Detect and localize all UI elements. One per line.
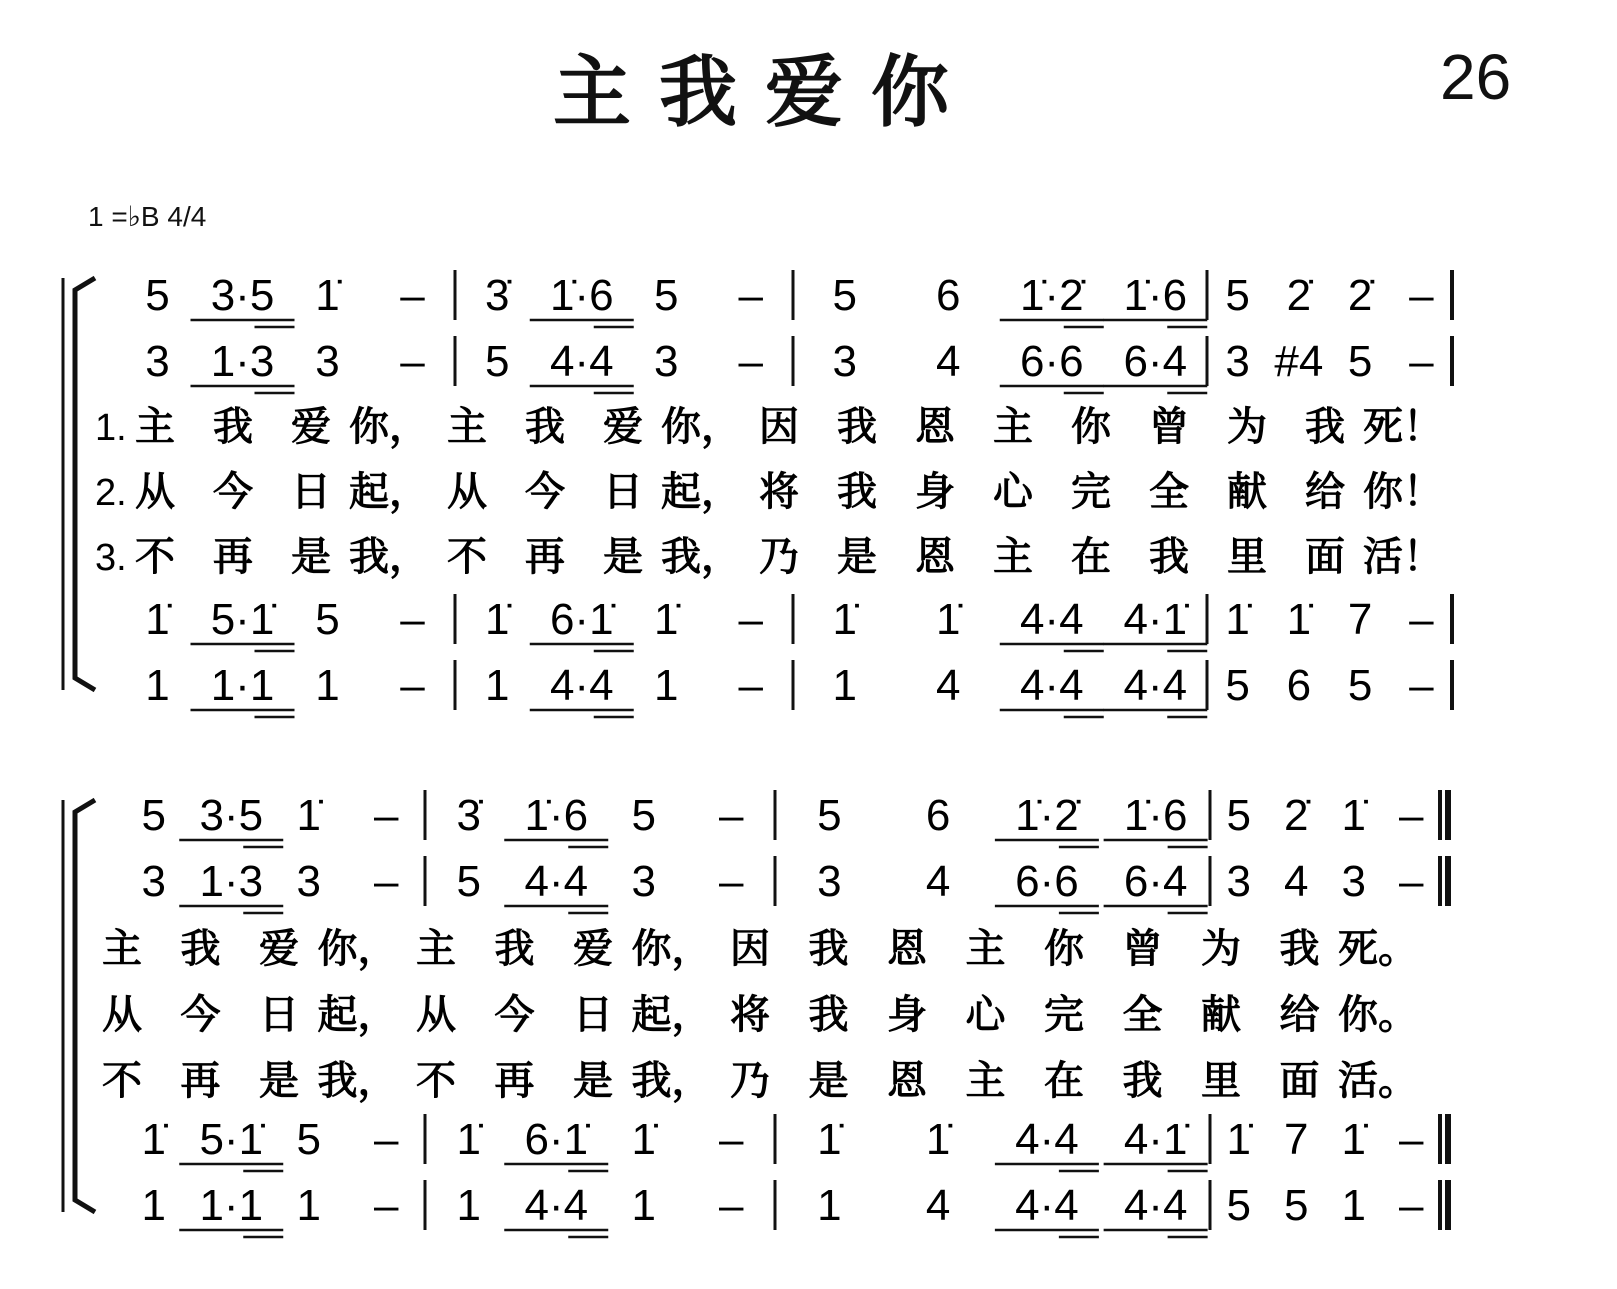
note: 1̇·6 <box>549 271 614 320</box>
note: 5 <box>141 791 166 840</box>
note: 6 <box>1286 661 1312 710</box>
lyric-char: 主 <box>993 403 1033 450</box>
note: 5 <box>631 791 656 840</box>
note-dash: – <box>1409 337 1434 386</box>
note: 4·4 <box>1015 1181 1079 1230</box>
note: 1 <box>832 661 857 710</box>
note: 5 <box>1225 661 1250 710</box>
note: 1 <box>1341 1181 1366 1230</box>
lyric-char: 是 <box>837 533 877 580</box>
lyric-char: 你 <box>1071 403 1111 450</box>
lyric-char: 今 <box>213 468 253 515</box>
lyric-char: 曾 <box>1122 925 1163 972</box>
lyric-char: 里 <box>1201 1057 1241 1104</box>
note-dash: – <box>1409 661 1434 710</box>
note: 4·4 <box>1015 1115 1079 1164</box>
lyric-char: 我 <box>808 925 849 972</box>
lyric-char: 是 <box>603 533 643 580</box>
lyric-char: 心 <box>993 468 1033 515</box>
lyric-char: 为 <box>1227 403 1267 450</box>
note: 6·6 <box>1015 857 1079 906</box>
note: 6·1̇ <box>549 595 614 644</box>
lyric-char: 为 <box>1201 925 1241 972</box>
verse-number: 2. <box>95 472 127 514</box>
note: 1̇ <box>145 595 170 644</box>
note: 5 <box>1226 791 1251 840</box>
note: 5 <box>315 595 340 644</box>
lyric-char: 起， <box>317 991 398 1038</box>
lyric-char: 再 <box>180 1057 221 1104</box>
lyric-char: 不 <box>102 1057 142 1104</box>
lyric-char: 从 <box>416 991 456 1038</box>
lyric-char: 我 <box>837 468 877 515</box>
note: 4·4 <box>1019 595 1084 644</box>
lyric-char: 不 <box>416 1057 456 1104</box>
lyric-char: 今 <box>494 991 535 1038</box>
note: 7 <box>1284 1115 1309 1164</box>
lyric-char: 你。 <box>1338 991 1418 1038</box>
note: 1 <box>817 1181 842 1230</box>
lyric-char: 里 <box>1227 533 1267 580</box>
lyric-char: 活！ <box>1363 533 1443 580</box>
lyric-char: 爱 <box>259 925 299 972</box>
note-dash: – <box>374 791 399 840</box>
note: 3 <box>631 857 656 906</box>
lyric-char: 从 <box>102 991 142 1038</box>
lyric-char: 主 <box>965 925 1006 972</box>
note: 1̇·2̇ <box>1019 271 1084 320</box>
lyric-char: 我 <box>494 925 535 972</box>
note: 1̇ <box>654 595 679 644</box>
note: 1·1 <box>210 661 275 710</box>
note-dash: – <box>374 1181 399 1230</box>
note-dash: – <box>738 337 763 386</box>
note: 1̇ <box>315 271 340 320</box>
lyric-char: 日 <box>603 468 643 515</box>
lyric-char: 身 <box>915 468 955 515</box>
note: 6·4 <box>1123 337 1188 386</box>
lyric-char: 主 <box>965 1057 1006 1104</box>
note: 2̇ <box>1284 791 1309 840</box>
note: 3̇ <box>485 271 510 320</box>
lyric-char: 我， <box>349 533 429 580</box>
note: 5 <box>485 337 510 386</box>
lyric-char: 主 <box>102 925 142 972</box>
lyric-char: 曾 <box>1149 403 1189 450</box>
note: 5 <box>456 857 481 906</box>
lyric-char: 我 <box>808 991 849 1038</box>
note: 1̇ <box>1341 1115 1366 1164</box>
note: 1 <box>631 1181 656 1230</box>
note: 4·4 <box>549 337 614 386</box>
note: 1·3 <box>210 337 275 386</box>
note: 5 <box>654 271 679 320</box>
lyric-char: 死。 <box>1338 925 1418 972</box>
lyric-char: 从 <box>135 468 175 515</box>
lyric-char: 起， <box>661 468 741 515</box>
lyric-char: 将 <box>730 991 770 1038</box>
lyric-char: 因 <box>730 925 770 972</box>
note: 3·5 <box>210 271 275 320</box>
lyric-char: 我， <box>631 1057 712 1104</box>
note: 5 <box>1347 337 1373 386</box>
note: 4 <box>936 337 961 386</box>
lyric-char: 是 <box>291 533 331 580</box>
lyric-char: 我 <box>525 403 565 450</box>
note: 1 <box>456 1181 481 1230</box>
note: 1 <box>315 661 340 710</box>
lyric-char: 乃 <box>759 533 799 580</box>
note-dash: – <box>1399 857 1424 906</box>
lyric-char: 在 <box>1044 1057 1084 1104</box>
lyric-char: 从 <box>447 468 487 515</box>
lyric-char: 日 <box>291 468 331 515</box>
lyric-char: 你， <box>661 403 741 450</box>
lyric-char: 全 <box>1122 991 1163 1038</box>
note: 1̇·2̇ <box>1015 791 1079 840</box>
lyric-char: 主 <box>135 403 175 450</box>
note: 1 <box>145 661 170 710</box>
note-dash: – <box>1399 1181 1424 1230</box>
note: 1̇ <box>456 1115 481 1164</box>
note-dash: – <box>400 337 425 386</box>
note: 1 <box>485 661 510 710</box>
note: 6·1̇ <box>524 1115 589 1164</box>
note: 6 <box>936 271 961 320</box>
note: 4 <box>925 857 951 906</box>
note-dash: – <box>1399 1115 1424 1164</box>
note-dash: – <box>1399 791 1424 840</box>
note-dash: – <box>719 857 744 906</box>
note: 2̇ <box>1286 271 1312 320</box>
system-2-bracket <box>75 800 95 1212</box>
note: 3 <box>654 337 679 386</box>
lyric-char: 主 <box>416 925 456 972</box>
note: 1̇ <box>141 1115 166 1164</box>
note-dash: – <box>1409 271 1434 320</box>
note: 4·4 <box>524 1181 589 1230</box>
note: 3 <box>296 857 321 906</box>
note-dash: – <box>738 271 763 320</box>
lyric-char: 身 <box>887 991 927 1038</box>
lyric-char: 心 <box>965 991 1006 1038</box>
lyric-char: 你， <box>349 403 429 450</box>
note: #4 <box>1274 337 1324 386</box>
lyric-char: 全 <box>1149 468 1189 515</box>
note: 1̇ <box>1226 1115 1251 1164</box>
lyric-char: 今 <box>180 991 221 1038</box>
lyric-char: 给 <box>1305 468 1345 515</box>
note: 5·1̇ <box>210 595 275 644</box>
note: 1̇·6 <box>1123 271 1188 320</box>
lyric-char: 我 <box>837 403 877 450</box>
note: 1̇ <box>485 595 510 644</box>
lyric-char: 我 <box>1122 1057 1163 1104</box>
note: 6 <box>925 791 951 840</box>
note: 1̇ <box>296 791 321 840</box>
note-dash: – <box>719 791 744 840</box>
note: 5 <box>817 791 842 840</box>
lyric-char: 你 <box>1044 925 1084 972</box>
note: 1·3 <box>199 857 264 906</box>
note: 3 <box>141 857 166 906</box>
note: 1̇ <box>1341 791 1366 840</box>
note: 4·4 <box>1019 661 1084 710</box>
note: 3̇ <box>456 791 481 840</box>
lyric-char: 主 <box>447 403 487 450</box>
note: 4·4 <box>1123 661 1188 710</box>
lyric-char: 恩 <box>915 533 955 580</box>
note: 1̇ <box>936 595 961 644</box>
note: 1̇ <box>1225 595 1250 644</box>
note: 4 <box>936 661 961 710</box>
note: 7 <box>1347 595 1373 644</box>
note-dash: – <box>1409 595 1434 644</box>
lyric-char: 死！ <box>1363 403 1443 450</box>
lyric-char: 你！ <box>1363 468 1443 515</box>
lyric-char: 再 <box>494 1057 535 1104</box>
verse-number: 1. <box>95 407 127 449</box>
hymn-number: 26 <box>1440 41 1512 113</box>
note: 4·4 <box>549 661 614 710</box>
note: 2̇ <box>1347 271 1373 320</box>
note: 5·1̇ <box>199 1115 264 1164</box>
note: 3 <box>1341 857 1366 906</box>
lyric-char: 主 <box>993 533 1033 580</box>
lyric-char: 面 <box>1279 1057 1320 1104</box>
lyric-char: 我， <box>661 533 741 580</box>
note: 1·1 <box>199 1181 264 1230</box>
lyric-char: 我 <box>1279 925 1320 972</box>
lyric-char: 是 <box>259 1057 299 1104</box>
lyric-char: 爱 <box>573 925 613 972</box>
note-dash: – <box>719 1181 744 1230</box>
lyric-char: 你， <box>631 925 712 972</box>
lyric-char: 我 <box>1305 403 1345 450</box>
note-dash: – <box>374 1115 399 1164</box>
note-dash: – <box>719 1115 744 1164</box>
lyric-char: 爱 <box>603 403 643 450</box>
note: 1̇ <box>925 1115 951 1164</box>
lyric-char: 我 <box>213 403 253 450</box>
lyric-char: 因 <box>759 403 799 450</box>
note-dash: – <box>400 661 425 710</box>
note: 3 <box>832 337 857 386</box>
note: 3 <box>1226 857 1251 906</box>
lyric-char: 给 <box>1279 991 1320 1038</box>
lyric-char: 是 <box>573 1057 613 1104</box>
note: 1 <box>296 1181 321 1230</box>
lyric-char: 今 <box>525 468 565 515</box>
note: 4·1̇ <box>1123 595 1188 644</box>
lyric-char: 我， <box>317 1057 398 1104</box>
verse-number: 3. <box>95 537 127 579</box>
lyric-char: 再 <box>213 533 253 580</box>
lyric-char: 献 <box>1201 991 1241 1038</box>
note: 4 <box>925 1181 951 1230</box>
lyric-char: 我 <box>180 925 221 972</box>
lyric-char: 再 <box>525 533 565 580</box>
note: 4·4 <box>524 857 589 906</box>
note: 3 <box>145 337 170 386</box>
lyric-char: 日 <box>573 991 613 1038</box>
note: 1̇ <box>1286 595 1312 644</box>
lyric-char: 恩 <box>887 925 927 972</box>
note: 5 <box>1225 271 1250 320</box>
lyric-char: 在 <box>1071 533 1111 580</box>
lyric-char: 不 <box>135 533 175 580</box>
note: 5 <box>1347 661 1373 710</box>
lyric-char: 将 <box>759 468 799 515</box>
note: 3 <box>1225 337 1250 386</box>
note: 5 <box>832 271 857 320</box>
note: 4 <box>1284 857 1309 906</box>
hymn-title: 主我爱你 <box>552 47 977 138</box>
key-signature: 1 =♭B 4/4 <box>88 201 207 232</box>
note-dash: – <box>374 857 399 906</box>
lyric-char: 献 <box>1227 468 1267 515</box>
note: 3 <box>817 857 842 906</box>
note: 3·5 <box>199 791 264 840</box>
lyric-char: 完 <box>1071 468 1111 515</box>
lyric-char: 乃 <box>730 1057 770 1104</box>
note: 5 <box>1226 1181 1251 1230</box>
note: 4·4 <box>1123 1181 1188 1230</box>
lyric-char: 起， <box>349 468 429 515</box>
note: 1 <box>654 661 679 710</box>
note: 5 <box>296 1115 321 1164</box>
lyric-char: 恩 <box>915 403 955 450</box>
lyric-char: 活。 <box>1338 1057 1418 1104</box>
lyric-char: 完 <box>1044 991 1084 1038</box>
lyric-char: 日 <box>259 991 299 1038</box>
note: 1 <box>141 1181 166 1230</box>
lyric-char: 我 <box>1149 533 1189 580</box>
note: 1̇ <box>832 595 857 644</box>
lyric-char: 是 <box>808 1057 849 1104</box>
note: 6·4 <box>1123 857 1188 906</box>
lyric-char: 起， <box>631 991 712 1038</box>
note-dash: – <box>400 271 425 320</box>
note: 1̇·6 <box>524 791 589 840</box>
lyric-char: 爱 <box>291 403 331 450</box>
lyric-char: 不 <box>447 533 487 580</box>
note: 4·1̇ <box>1123 1115 1188 1164</box>
note-dash: – <box>400 595 425 644</box>
lyric-char: 恩 <box>887 1057 927 1104</box>
note: 6·6 <box>1019 337 1084 386</box>
note-dash: – <box>738 595 763 644</box>
note-dash: – <box>738 661 763 710</box>
lyric-char: 面 <box>1305 533 1345 580</box>
lyric-char: 你， <box>317 925 398 972</box>
note: 1̇ <box>631 1115 656 1164</box>
note: 5 <box>145 271 170 320</box>
system-1-bracket <box>75 278 95 690</box>
note: 3 <box>315 337 340 386</box>
note: 5 <box>1284 1181 1309 1230</box>
note: 1̇·6 <box>1123 791 1188 840</box>
note: 1̇ <box>817 1115 842 1164</box>
